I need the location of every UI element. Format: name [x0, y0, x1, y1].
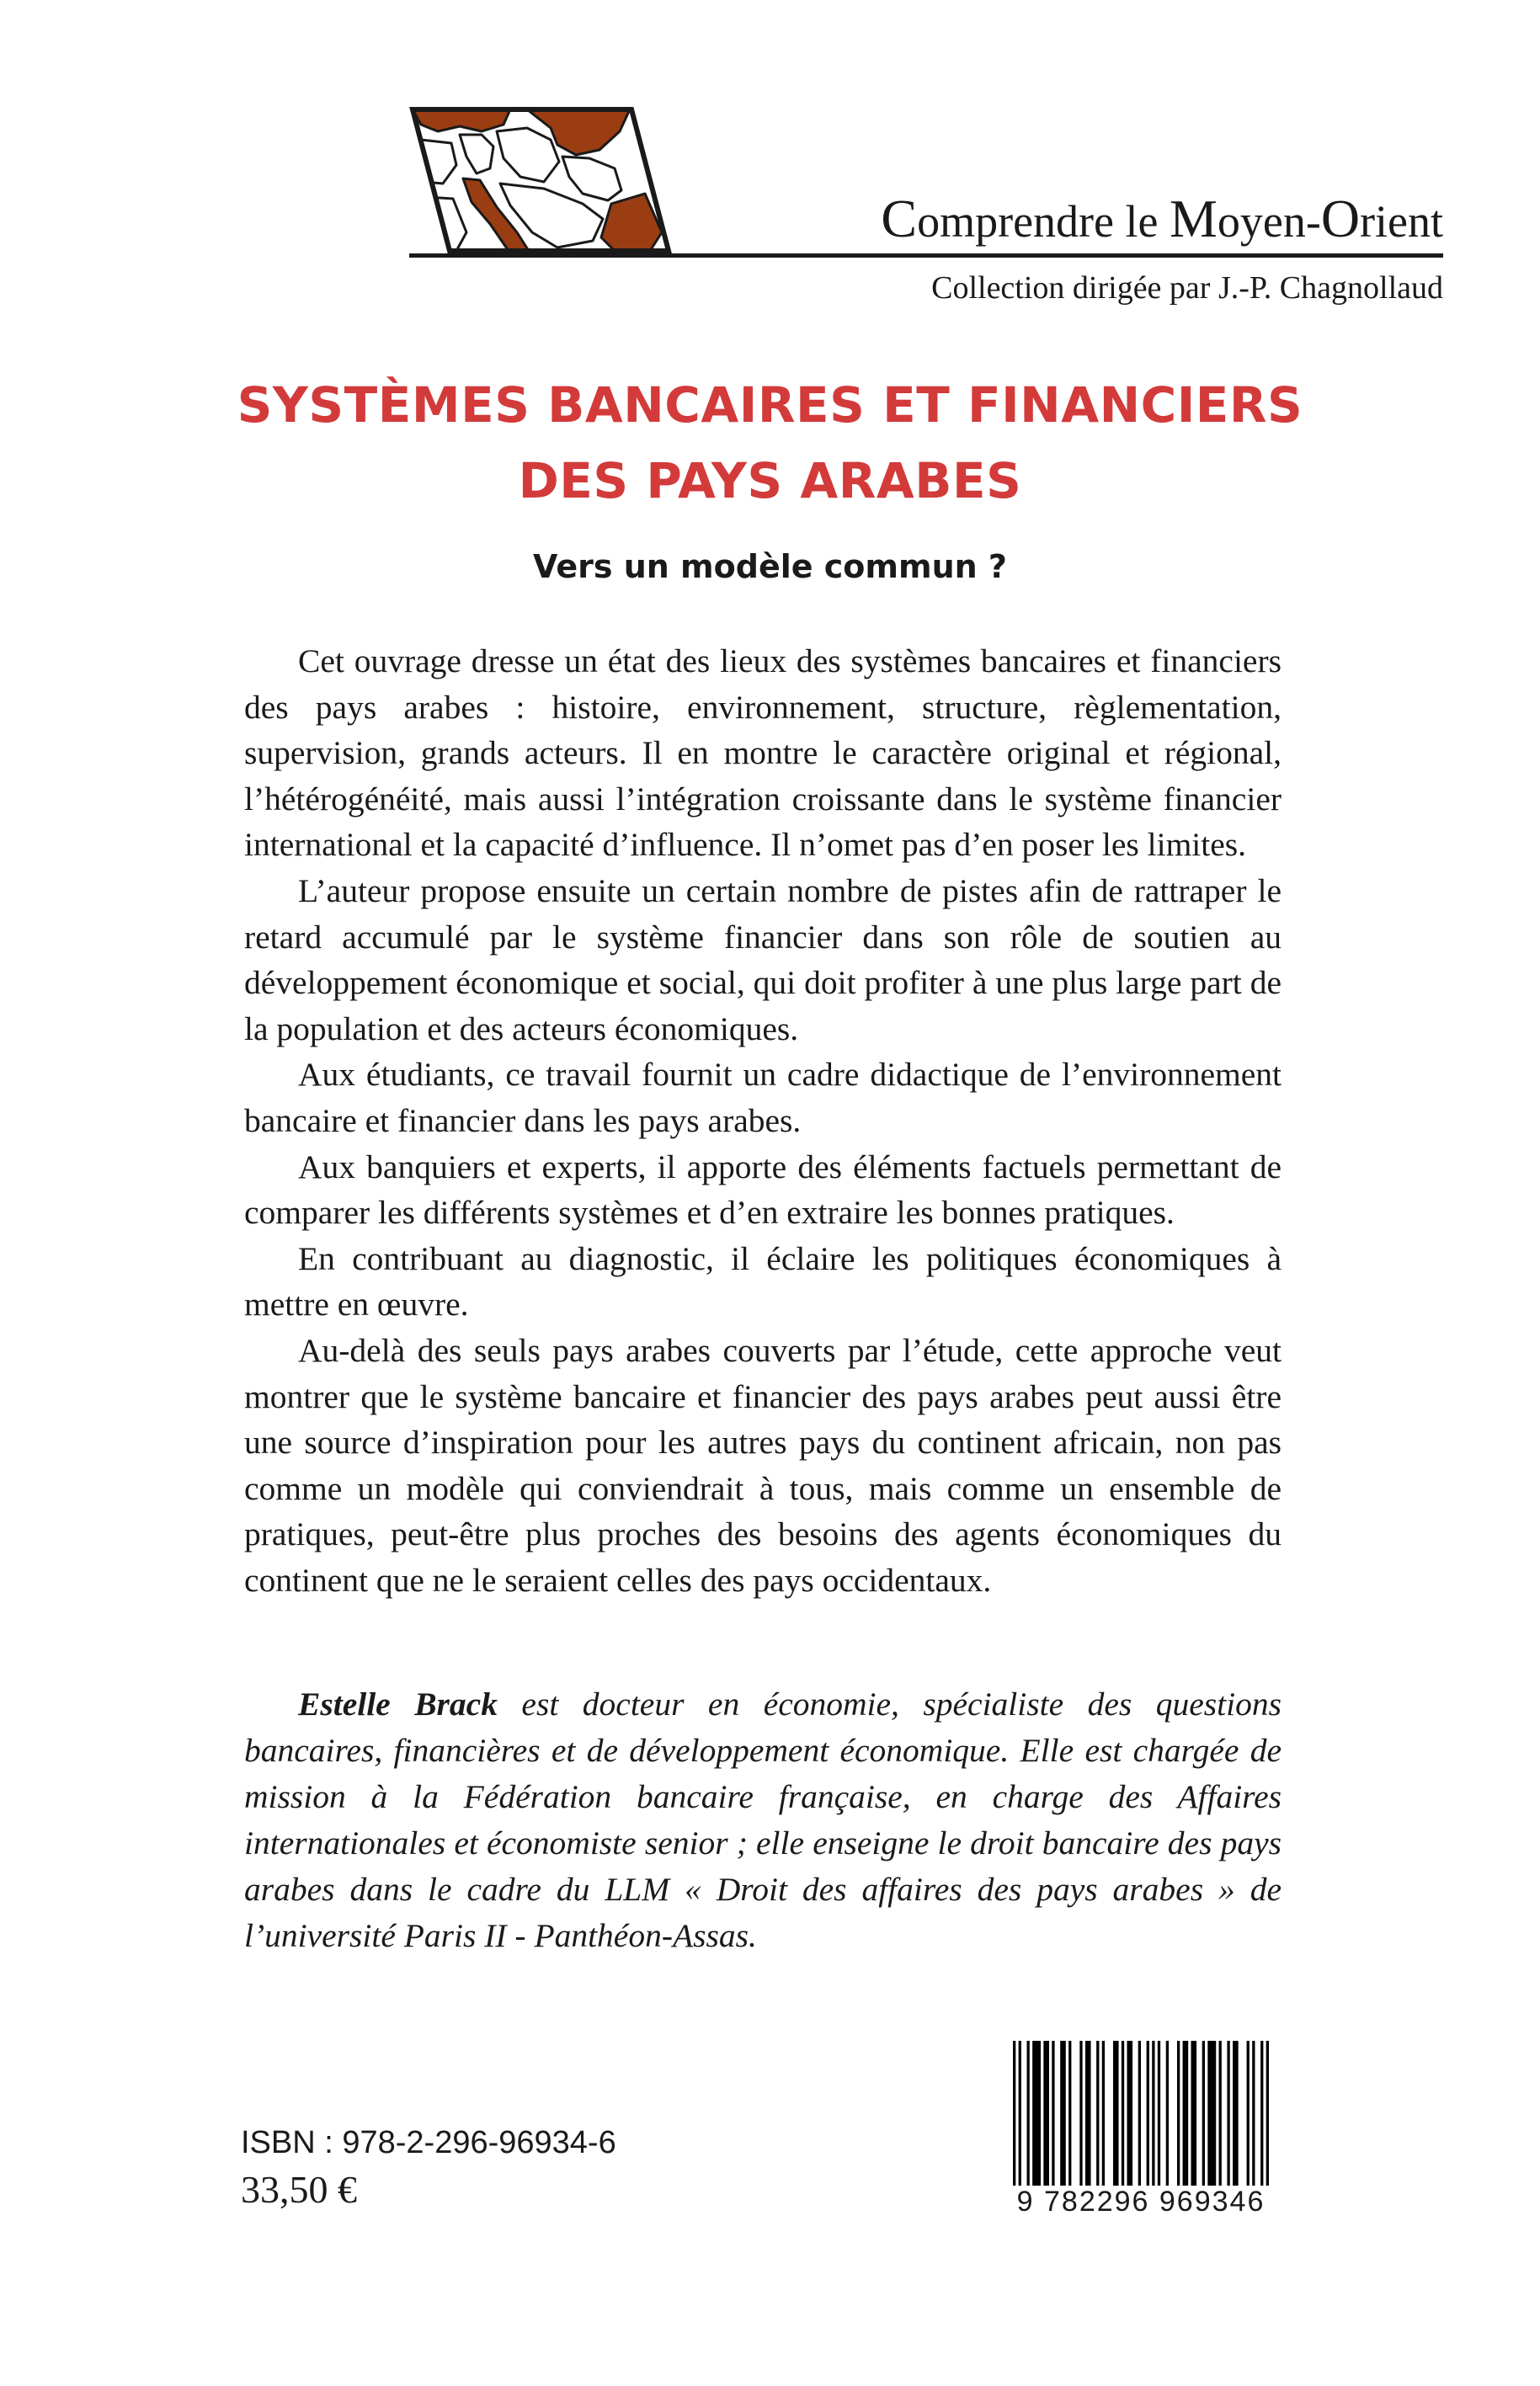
barcode-bar: [1079, 2041, 1082, 2186]
barcode-bar: [1032, 2041, 1041, 2186]
blurb-paragraph: Aux banquiers et experts, il apporte des éléments factuels permettant de comparer les différents systèmes et d’en extraire les bonnes pratiques.: [244, 1148, 1282, 1232]
series-logo-map: [409, 106, 672, 256]
barcode-bar: [1152, 2041, 1154, 2186]
barcode-bar: [1052, 2041, 1054, 2186]
barcode-bar: [1122, 2041, 1124, 2186]
author-name: Estelle Brack: [298, 1686, 498, 1723]
book-title-line-2: DES PAYS ARABES: [518, 452, 1022, 509]
barcode-bar: [1027, 2041, 1030, 2186]
barcode-bar: [1158, 2041, 1160, 2186]
author-bio: [244, 1681, 1282, 1959]
series-name: Comprendre le Moyen-Orient: [881, 189, 1443, 248]
barcode-bar: [1113, 2041, 1119, 2186]
barcode-bar: [1252, 2041, 1255, 2186]
barcode-bar: [1266, 2041, 1269, 2186]
price: 33,50 €: [241, 2168, 357, 2211]
barcode-bar: [1085, 2041, 1091, 2186]
blurb-paragraph: Aux étudiants, ce travail fournit un cadre didactique de l’environnement bancaire et financier dans les pays arabes.: [244, 1056, 1282, 1139]
barcode-bar: [1177, 2041, 1180, 2186]
barcode-icon: [1012, 2041, 1270, 2186]
barcode-bar: [1138, 2041, 1141, 2186]
blurb: [244, 638, 1282, 1603]
barcode-bar: [1102, 2041, 1105, 2186]
barcode-bar: [1227, 2041, 1229, 2186]
barcode-bar: [1260, 2041, 1263, 2186]
blurb-paragraph: Cet ouvrage dresse un état des lieux des systèmes bancaires et financiers des pays arabes : histoire, environnement, structure, règlementation, supervision, grands acteurs. Il en montre le caractère original et régional, l’hétérogénéité, mais aussi l’intégration croissante dans le système financier international et la capacité d’influence. Il n’omet pas d’en poser les limites.: [244, 642, 1282, 864]
barcode-bar: [1060, 2041, 1066, 2186]
barcode-bar: [1191, 2041, 1196, 2186]
barcode-bar: [1043, 2041, 1049, 2186]
barcode-bar: [1166, 2041, 1169, 2186]
book-title-line-1: SYSTÈMES BANCAIRES ET FINANCIERS: [237, 376, 1303, 434]
blurb-paragraph: En contribuant au diagnostic, il éclaire les politiques économiques à mettre en œuvre.: [244, 1239, 1282, 1323]
series-director: Collection dirigée par J.-P. Chagnollaud: [931, 270, 1443, 306]
book-subtitle: Vers un modèle commun ?: [533, 548, 1007, 585]
author-bio-text: est docteur en économie, spécialiste des questions bancaires, financières et de développement économique. Elle est chargée de mission à la Fédération bancaire française, en charge des Affaires internationales et économiste senior ; elle enseigne le droit bancaire des pays arabes dans le cadre du LLM « Droit des affaires des pays arabes » de l’université Paris II - Panthéon-Assas.: [244, 1686, 1282, 1954]
barcode-digits: 9 782296 969346: [1016, 2186, 1266, 2218]
blurb-paragraph: L’auteur propose ensuite un certain nombre de pistes afin de rattraper le retard accumulé par le système financier dans son rôle de soutien au développement économique et social, qui doit profiter à une plus large part de la population et des acteurs économiques.: [244, 871, 1282, 1047]
barcode-bar: [1247, 2041, 1250, 2186]
barcode-bar: [1207, 2041, 1216, 2186]
barcode-bar: [1127, 2041, 1132, 2186]
isbn: ISBN : 978-2-296-96934-6: [241, 2125, 616, 2160]
barcode-bar: [1019, 2041, 1021, 2186]
barcode-bar: [1068, 2041, 1071, 2186]
barcode-bar: [1233, 2041, 1239, 2186]
barcode-bar: [1219, 2041, 1222, 2186]
series-rule: [409, 253, 1443, 258]
barcode-bar: [1202, 2041, 1205, 2186]
barcode-bar: [1096, 2041, 1099, 2186]
blurb-paragraph: Au-delà des seuls pays arabes couverts par l’étude, cette approche veut montrer que le système bancaire et financier des pays arabes peut aussi être une source d’inspiration pour les autres pays du continent africain, non pas comme un modèle qui conviendrait à tous, mais comme un ensemble de pratiques, peut-être plus proches des besoins des agents économiques du continent que ne le seraient celles des pays occidentaux.: [244, 1331, 1282, 1599]
barcode-bar: [1183, 2041, 1189, 2186]
barcode-bar: [1147, 2041, 1149, 2186]
barcode-bar: [1013, 2041, 1015, 2186]
